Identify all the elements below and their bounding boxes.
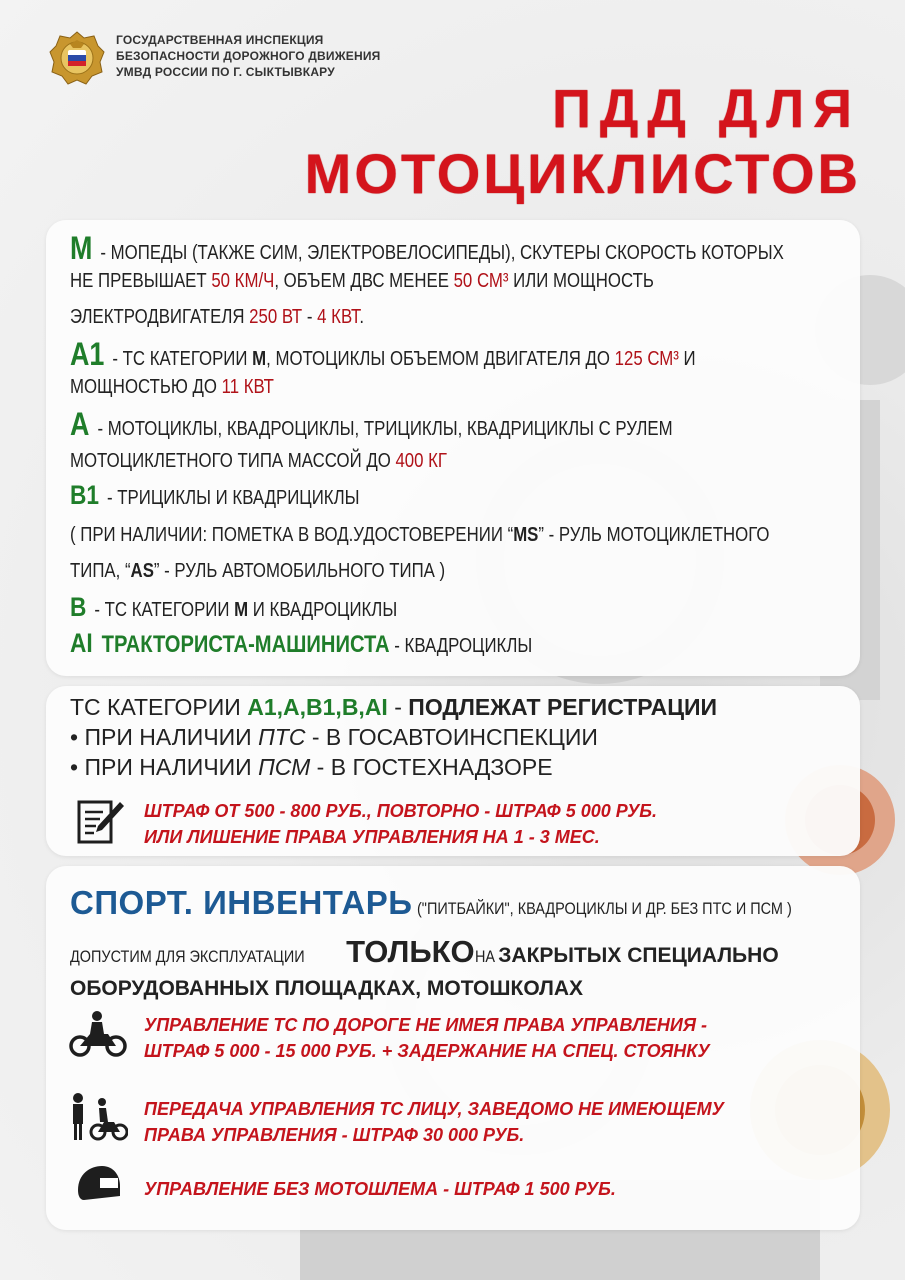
text: ТС КАТЕГОРИИ <box>70 694 248 720</box>
registration-bullet-pts <box>70 724 598 751</box>
text: ТОЛЬКО <box>346 934 475 969</box>
categories-card <box>46 220 860 676</box>
org-line: БЕЗОПАСНОСТИ ДОРОЖНОГО ДВИЖЕНИЯ <box>116 49 381 63</box>
category-b <box>70 592 397 623</box>
category-label: M <box>70 230 93 266</box>
document-pen-icon <box>76 798 126 846</box>
category-a-line1 <box>70 406 673 443</box>
mass-value: 400 КГ <box>395 450 448 472</box>
text: ЗАКРЫТЫХ СПЕЦИАЛЬНО <box>498 944 779 967</box>
person-handover-icon <box>68 1092 128 1142</box>
volume-value: 125 СМ³ <box>614 348 679 370</box>
text: М <box>234 599 249 621</box>
fine-line: ПРАВА УПРАВЛЕНИЯ - ШТРАФ 30 000 РУБ. <box>144 1125 525 1145</box>
category-b1-line2 <box>70 524 769 547</box>
sport-subtitle: ("ПИТБАЙКИ", КВАДРОЦИКЛЫ И ДР. БЕЗ ПТС И ПСМ ) <box>416 899 792 918</box>
header <box>48 30 388 90</box>
text: - ТС КАТЕГОРИИ <box>107 348 253 370</box>
text: МОТОЦИКЛЕТНОГО ТИПА МАССОЙ ДО <box>70 450 396 472</box>
text: , МОТОЦИКЛЫ ОБЪЕМОМ ДВИГАТЕЛЯ ДО <box>266 348 615 370</box>
text: М <box>252 348 267 370</box>
text: - МОТОЦИКЛЫ, КВАДРОЦИКЛЫ, ТРИЦИКЛЫ, КВАДРИЦИКЛЫ С РУЛЕМ <box>92 418 673 440</box>
fine-line: ПЕРЕДАЧА УПРАВЛЕНИЯ ТС ЛИЦУ, ЗАВЕДОМО НЕ ИМЕЮЩЕМУ <box>144 1099 724 1119</box>
org-line: ГОСУДАРСТВЕННАЯ ИНСПЕКЦИЯ <box>116 33 324 47</box>
category-b1-line3 <box>70 560 445 583</box>
text: , ОБЪЕМ ДВС МЕНЕЕ <box>274 270 454 292</box>
text: ” - РУЛЬ МОТОЦИКЛЕТНОГО <box>538 524 770 546</box>
text: НА <box>474 947 495 966</box>
text: • ПРИ НАЛИЧИИ <box>70 724 259 750</box>
page-title-line1: ПДД ДЛЯ <box>552 79 861 139</box>
text: И КВАДРОЦИКЛЫ <box>248 599 398 621</box>
text: - <box>387 694 409 720</box>
category-label: A1 <box>70 336 105 372</box>
text: ( ПРИ НАЛИЧИИ: ПОМЕТКА В ВОД.УДОСТОВЕРЕНИИ “ <box>70 524 514 546</box>
text: ПСМ <box>258 754 311 780</box>
sport-heading <box>70 884 858 922</box>
sport-fine-1 <box>144 1012 710 1064</box>
power-value: 4 КВТ <box>317 306 360 328</box>
category-label: A <box>70 406 90 442</box>
text: - МОПЕДЫ (ТАКЖЕ СИМ, ЭЛЕКТРОВЕЛОСИПЕДЫ), СКУТЕРЫ СКОРОСТЬ КОТОРЫХ <box>95 242 784 264</box>
category-label: B <box>70 592 87 622</box>
emblem-icon <box>48 30 106 86</box>
sport-title: СПОРТ. ИНВЕНТАРЬ <box>70 884 413 921</box>
text: - В ГОСАВТОИНСПЕКЦИИ <box>305 724 598 750</box>
text: - <box>302 306 318 328</box>
org-line: УМВД РОССИИ ПО Г. СЫКТЫВКАРУ <box>116 65 335 79</box>
text: AS <box>130 560 154 582</box>
category-label: AI <box>70 628 93 658</box>
text: ” - РУЛЬ АВТОМОБИЛЬНОГО ТИПА ) <box>153 560 446 582</box>
fine-line: ШТРАФ ОТ 500 - 800 РУБ., ПОВТОРНО - ШТРАФ 5 000 РУБ. <box>144 801 658 821</box>
text: МОЩНОСТЬЮ ДО <box>70 376 222 398</box>
category-b1-line1 <box>70 480 359 511</box>
text: ПТС <box>258 724 306 750</box>
fine-line: ШТРАФ 5 000 - 15 000 РУБ. + ЗАДЕРЖАНИЕ НА СПЕЦ. СТОЯНКУ <box>144 1041 710 1061</box>
text: - В ГОСТЕХНАДЗОРЕ <box>310 754 553 780</box>
text: ПОДЛЕЖАТ РЕГИСТРАЦИИ <box>408 694 718 720</box>
text: ОБОРУДОВАННЫХ ПЛОЩАДКАХ, МОТОШКОЛАХ <box>70 977 584 1000</box>
registration-card <box>46 686 860 856</box>
registration-bullet-psm <box>70 754 553 781</box>
fine-line: ИЛИ ЛИШЕНИЕ ПРАВА УПРАВЛЕНИЯ НА 1 - 3 МЕС. <box>144 827 600 847</box>
categories-list: A1,A,B1,B,AI <box>247 694 388 720</box>
category-m-line3 <box>70 306 364 329</box>
category-ai <box>70 628 532 659</box>
text: И <box>678 348 696 370</box>
registration-fine <box>144 798 657 850</box>
category-a1-line2 <box>70 376 274 399</box>
text: ТИПА, “ <box>70 560 131 582</box>
text: - ТС КАТЕГОРИИ <box>89 599 235 621</box>
text: НЕ ПРЕВЫШАЕТ <box>70 270 212 292</box>
category-m-line1 <box>70 230 784 267</box>
fine-line: УПРАВЛЕНИЕ ТС ПО ДОРОГЕ НЕ ИМЕЯ ПРАВА УПРАВЛЕНИЯ - <box>144 1015 707 1035</box>
sport-card <box>46 866 860 1230</box>
motorcyclist-icon <box>68 1008 128 1058</box>
sport-fine-2 <box>144 1096 724 1148</box>
text: ДОПУСТИМ ДЛЯ ЭКСПЛУАТАЦИИ <box>70 947 305 966</box>
text: - КВАДРОЦИКЛЫ <box>389 635 533 657</box>
registration-heading <box>70 694 717 721</box>
text: - ТРИЦИКЛЫ И КВАДРИЦИКЛЫ <box>102 487 360 509</box>
category-a-line2 <box>70 450 447 473</box>
organization-name <box>116 32 381 80</box>
page-title-line2: МОТОЦИКЛИСТОВ <box>304 142 861 205</box>
category-label: B1 <box>70 480 99 510</box>
text: . <box>359 306 365 328</box>
text: MS <box>513 524 539 546</box>
category-label-suffix: ТРАКТОРИСТА-МАШИНИСТА <box>96 631 390 658</box>
sport-fine-3: УПРАВЛЕНИЕ БЕЗ МОТОШЛЕМА - ШТРАФ 1 500 РУБ. <box>144 1179 616 1199</box>
helmet-icon <box>74 1164 124 1204</box>
sport-allowed-text <box>70 936 779 1005</box>
volume-value: 50 СМ³ <box>453 270 509 292</box>
speed-value: 50 КМ/Ч <box>211 270 275 292</box>
text: ИЛИ МОЩНОСТЬ <box>508 270 654 292</box>
category-m-line2 <box>70 270 654 293</box>
text: • ПРИ НАЛИЧИИ <box>70 754 259 780</box>
text: ЭЛЕКТРОДВИГАТЕЛЯ <box>70 306 250 328</box>
power-value: 250 ВТ <box>249 306 303 328</box>
category-a1-line1 <box>70 336 696 373</box>
power-value: 11 КВТ <box>221 376 274 398</box>
